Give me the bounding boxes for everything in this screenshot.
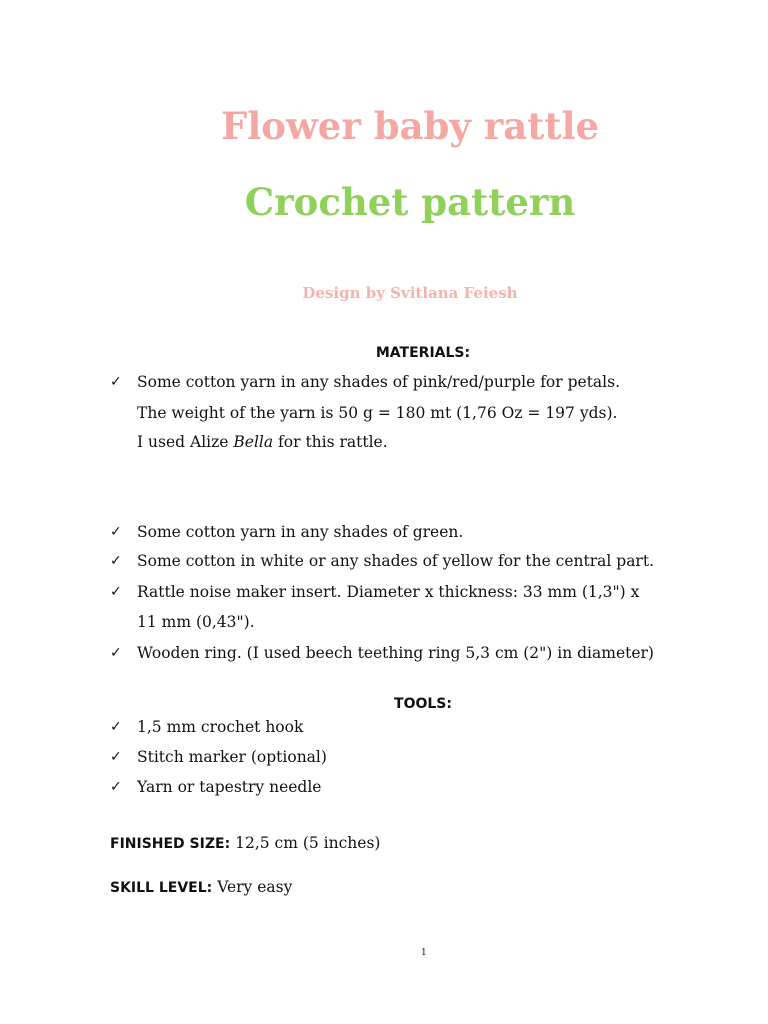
designer-credit: Design by Svitlana Feiesh <box>302 284 518 302</box>
title-line-1: Flower baby rattle <box>220 104 600 148</box>
skill-level <box>110 877 292 898</box>
check-icon: ✓ <box>110 374 122 390</box>
skill-level-label: SKILL LEVEL: <box>110 880 213 896</box>
materials-heading: MATERIALS: <box>375 345 471 361</box>
finished-size-label: FINISHED SIZE: <box>110 836 231 852</box>
finished-size <box>110 833 380 854</box>
materials-item-5: Wooden ring. (I used beech teething ring 5,3 cm (2") in diameter) <box>137 644 654 662</box>
page-number: 1 <box>421 948 427 958</box>
check-icon: ✓ <box>110 719 122 735</box>
tools-heading: TOOLS: <box>394 696 452 712</box>
check-icon: ✓ <box>110 749 122 765</box>
materials-item-4-cont: 11 mm (0,43"). <box>137 613 255 631</box>
materials-item-1-yarn-used <box>137 432 388 452</box>
check-icon: ✓ <box>110 524 122 540</box>
materials-item-2: Some cotton yarn in any shades of green. <box>137 523 464 541</box>
check-icon: ✓ <box>110 779 122 795</box>
materials-item-4: Rattle noise maker insert. Diameter x thickness: 33 mm (1,3") x <box>137 583 640 601</box>
tools-item-3: Yarn or tapestry needle <box>137 778 322 796</box>
tools-item-1: 1,5 mm crochet hook <box>137 718 304 736</box>
check-icon: ✓ <box>110 584 122 600</box>
finished-size-value: 12,5 cm (5 inches) <box>230 834 381 852</box>
check-icon: ✓ <box>110 553 122 569</box>
materials-item-1: Some cotton yarn in any shades of pink/red/purple for petals. <box>137 373 621 391</box>
tools-item-2: Stitch marker (optional) <box>137 748 327 766</box>
check-icon: ✓ <box>110 645 122 661</box>
title-line-2: Crochet pattern <box>244 180 576 224</box>
materials-item-3: Some cotton in white or any shades of yellow for the central part. <box>137 552 655 570</box>
skill-level-value: Very easy <box>212 878 293 896</box>
yarn-used-prefix: I used Alize <box>137 433 234 451</box>
materials-item-1-weight: The weight of the yarn is 50 g = 180 mt (1,76 Oz = 197 yds). <box>137 404 618 422</box>
yarn-used-suffix: for this rattle. <box>273 433 388 451</box>
yarn-brand: Bella <box>233 433 274 451</box>
